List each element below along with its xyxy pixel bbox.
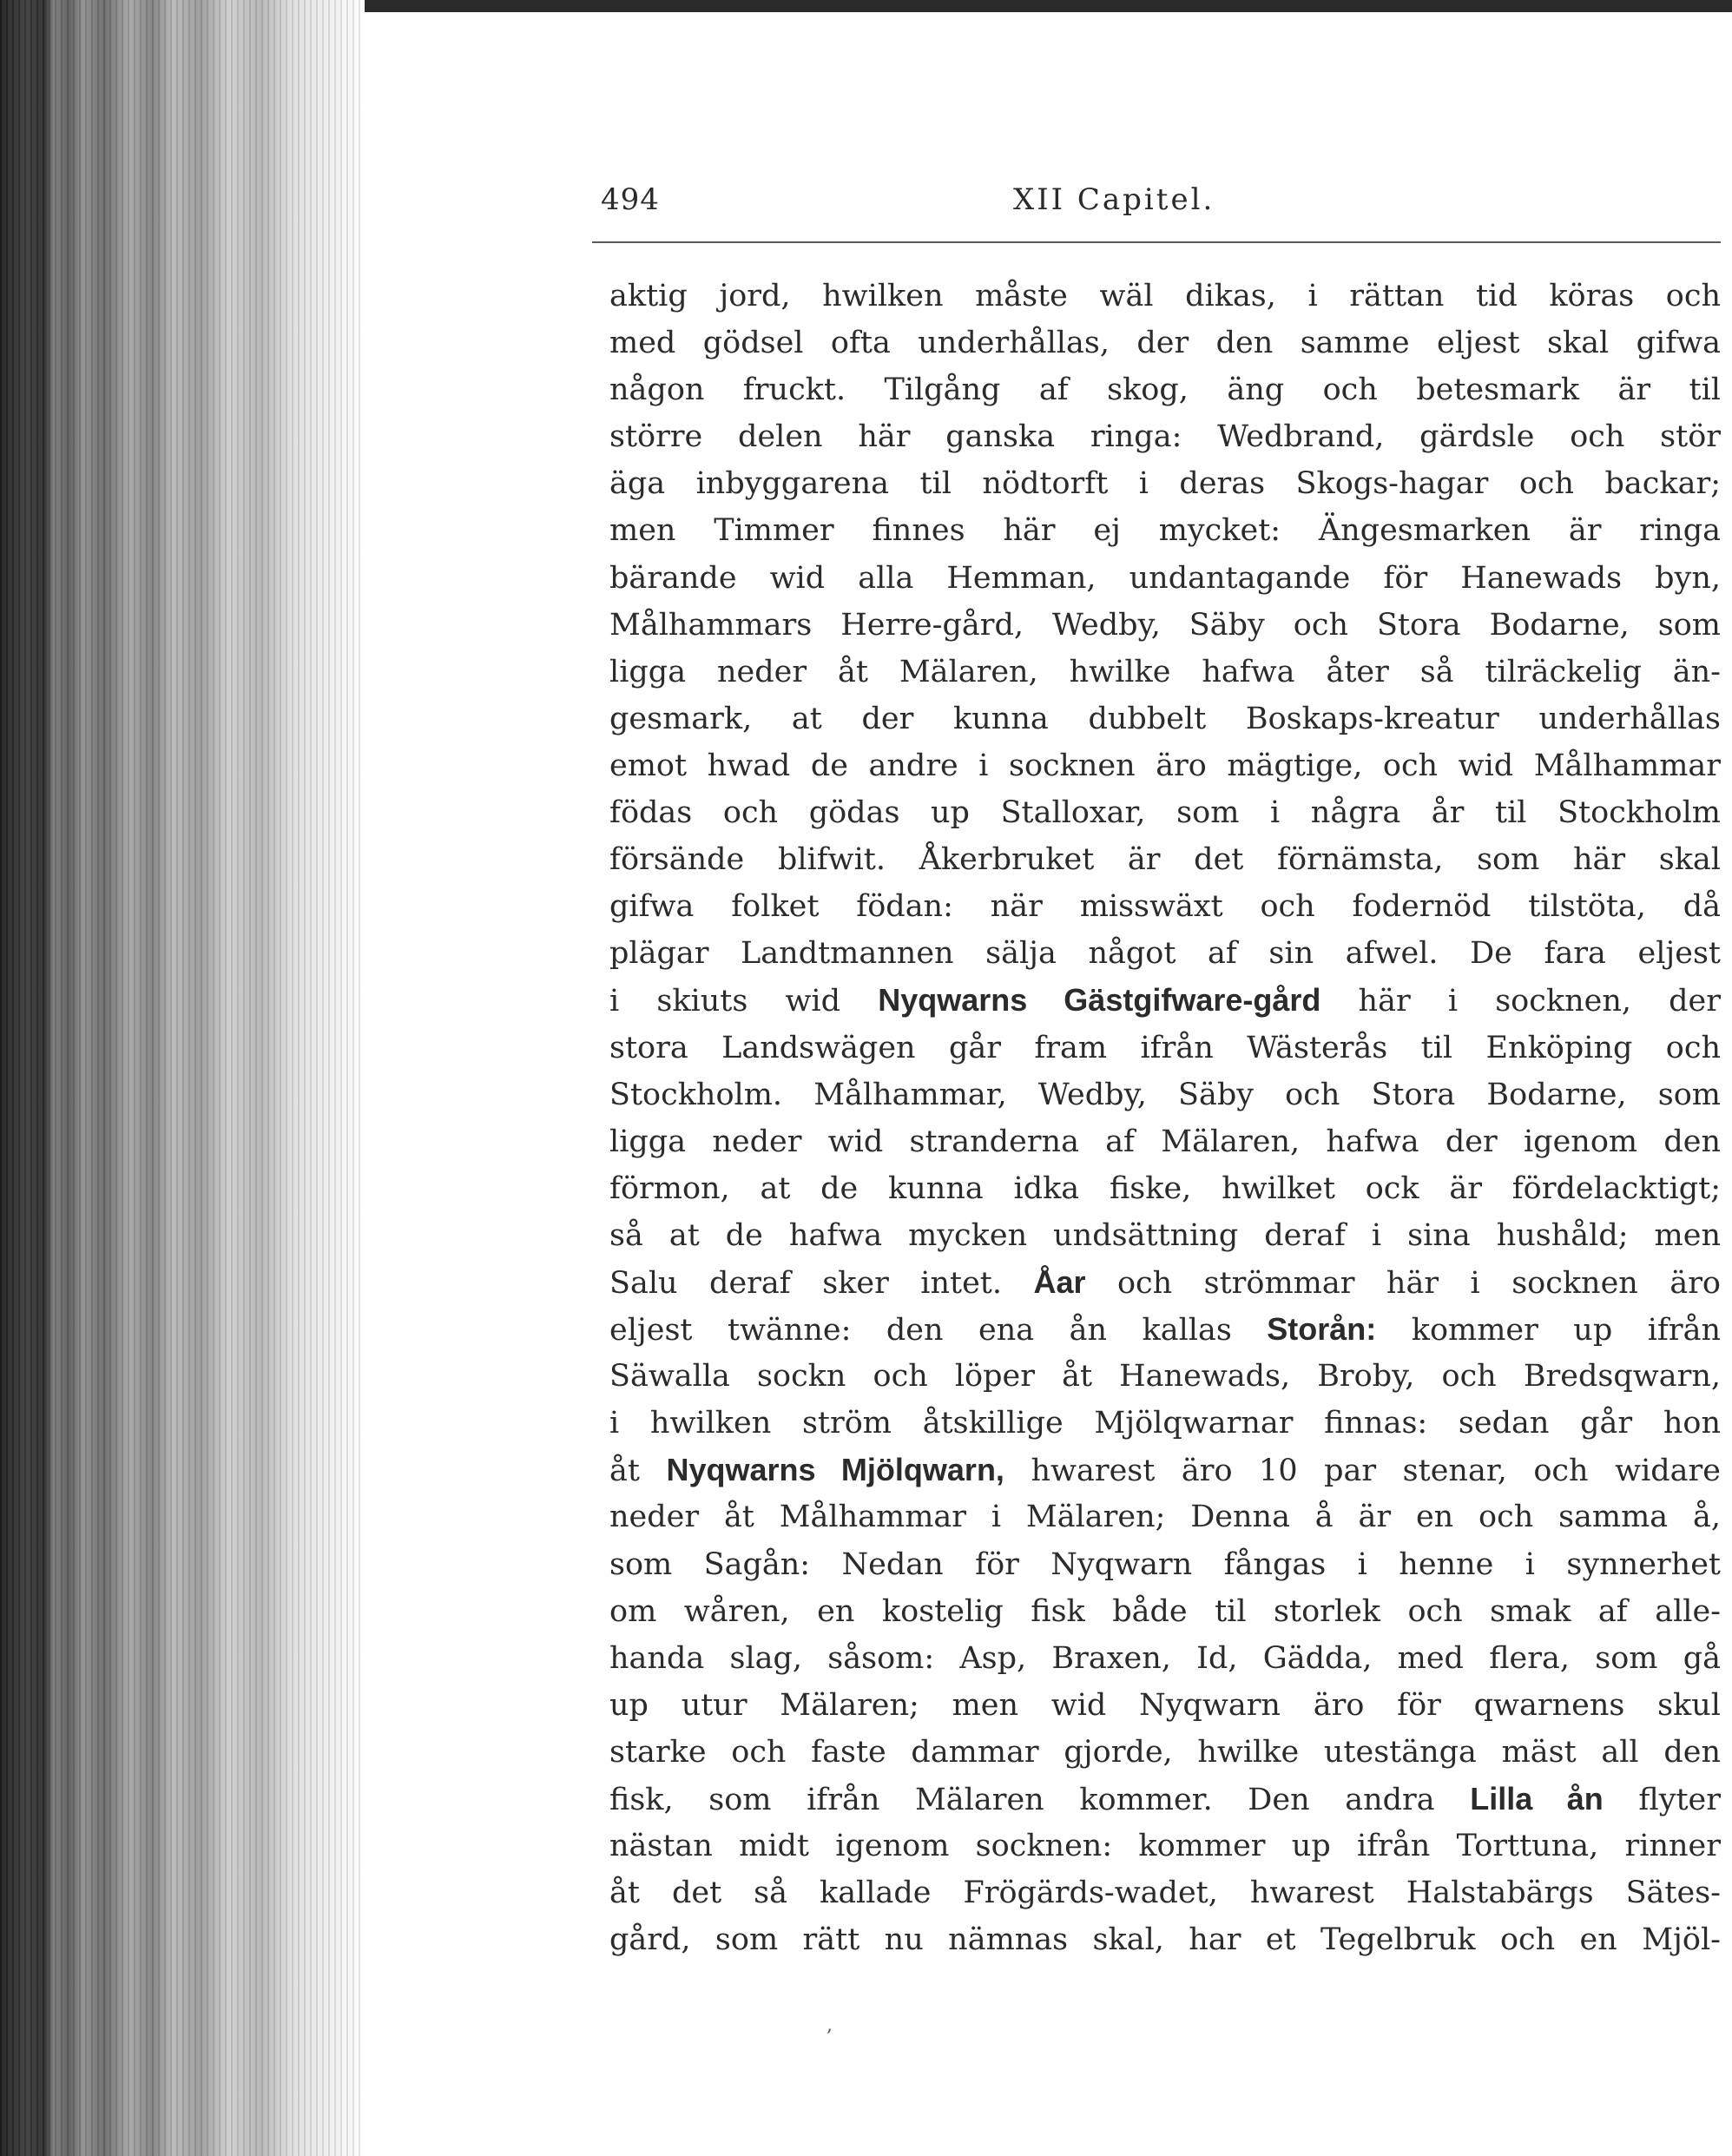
- text-run: ligga neder åt Mälaren, hwilke hafwa åter så tilräckelig än-: [609, 654, 1721, 689]
- emphasized-name: Lilla ån: [1470, 1781, 1604, 1816]
- emphasized-name: Åar: [1033, 1263, 1086, 1300]
- text-line: [609, 1823, 1721, 1869]
- text-line: [609, 696, 1721, 742]
- text-line: [609, 1353, 1721, 1400]
- running-head: [601, 182, 1721, 234]
- text-run: i skiuts wid: [609, 984, 879, 1019]
- text-run: handa slag, såsom: Asp, Braxen, Id, Gädda, med flera, som gå: [609, 1640, 1721, 1676]
- text-line: [609, 1869, 1721, 1916]
- text-run: som Sagån: Nedan för Nyqwarn fångas i henne i synnerhet: [609, 1546, 1721, 1582]
- emphasized-name: Storån:: [1267, 1311, 1377, 1348]
- text-run: här i socknen, der: [1320, 984, 1721, 1019]
- text-run: ligga neder wid stranderna af Mälaren, hafwa der igenom den: [609, 1124, 1721, 1159]
- text-line: [609, 1025, 1721, 1071]
- text-run: större delen här ganska ringa: Wedbrand, gärdsle och stör: [609, 419, 1721, 455]
- text-line: [609, 1729, 1721, 1776]
- text-line: [609, 1493, 1721, 1540]
- text-run: neder åt Målhammar i Mälaren; Denna å är en och samma å,: [609, 1500, 1721, 1535]
- text-line: [609, 836, 1721, 883]
- text-run: flyter: [1603, 1783, 1721, 1817]
- text-line: [609, 1916, 1721, 1963]
- text-line: [609, 273, 1721, 320]
- text-line: [609, 1071, 1721, 1118]
- text-line: [609, 320, 1721, 366]
- text-run: starke och faste dammar gjorde, hwilke utestänga mäst all den: [609, 1734, 1721, 1770]
- text-run: hwarest äro 10 par stenar, och widare: [1004, 1454, 1721, 1489]
- text-run: om wåren, en kostelig fisk både til storlek och smak af alle-: [609, 1593, 1721, 1629]
- text-run: någon fruckt. Tilgång af skog, äng och betesmark är til: [609, 373, 1721, 408]
- book-page-stack-edge: [0, 0, 365, 2156]
- chapter-title: XII Capitel.: [1013, 182, 1215, 217]
- text-line: [609, 507, 1721, 554]
- text-run: fisk, som ifrån Mälaren kommer. Den andra: [609, 1783, 1471, 1817]
- text-run: födas och gödas up Stalloxar, som i några år til Stockholm: [609, 795, 1721, 831]
- text-run: i hwilken ström åtskillige Mjölqwarnar finnas: sedan går hon: [609, 1406, 1721, 1441]
- text-run: åt: [609, 1454, 667, 1489]
- text-run: up utur Mälaren; men wid Nyqwarn äro för qwarnens skul: [609, 1687, 1721, 1723]
- text-run: äga inbyggarena til nödtorft i deras Skogs-hagar och backar;: [609, 466, 1721, 502]
- text-line: [609, 1165, 1721, 1212]
- text-line: [609, 742, 1721, 789]
- text-run: Målhammars Herre-gård, Wedby, Säby och Stora Bodarne, som: [609, 607, 1721, 643]
- text-line: [609, 1118, 1721, 1165]
- text-run: aktig jord, hwilken måste wäl dikas, i rättan tid köras och: [609, 279, 1721, 313]
- text-run: med gödsel ofta underhållas, der den samme eljest skal gifwa: [609, 326, 1721, 361]
- text-run: förmon, at de kunna idka fiske, hwilket ock är fördelacktigt;: [609, 1170, 1721, 1206]
- text-line: [609, 1212, 1721, 1259]
- text-line: [609, 1541, 1721, 1588]
- text-line: [609, 366, 1721, 413]
- text-run: gesmark, at der kunna dubbelt Boskaps-kreatur underhållas: [609, 701, 1721, 736]
- text-run: stora Landswägen går fram ifrån Wästerås til Enköping och: [609, 1030, 1721, 1065]
- text-line: [609, 413, 1721, 460]
- text-line: [609, 930, 1721, 977]
- text-run: gifwa folket födan: när misswäxt och fodernöd tilstöta, då: [609, 889, 1721, 925]
- text-line: [609, 1447, 1721, 1493]
- text-run: gård, som rätt nu nämnas skal, har et Tegelbruk och en Mjöl-: [609, 1922, 1721, 1958]
- text-run: Salu deraf sker intet.: [609, 1265, 1034, 1301]
- body-text: [609, 273, 1721, 1963]
- text-run: åt det så kallade Frögärds-wadet, hwarest Halstabärgs Sätes-: [609, 1876, 1721, 1911]
- text-run: bärande wid alla Hemman, undantagande för Hanewads byn,: [609, 560, 1721, 596]
- text-run: Stockholm. Målhammar, Wedby, Säby och Stora Bodarne, som: [609, 1077, 1721, 1112]
- text-line: [609, 1682, 1721, 1729]
- text-run: emot hwad de andre i socknen äro mägtige, och wid Målhammar: [609, 748, 1721, 783]
- text-run: kommer up ifrån: [1376, 1313, 1721, 1348]
- text-line: [609, 1635, 1721, 1682]
- text-line: [609, 1400, 1721, 1447]
- stray-mark: ,: [826, 2014, 833, 2036]
- text-line: [609, 1259, 1721, 1306]
- text-run: och strömmar här i socknen äro: [1085, 1265, 1721, 1301]
- emphasized-name: Nyqwarns Gästgifware-gård: [878, 982, 1321, 1019]
- text-run: nästan midt igenom socknen: kommer up ifrån Torttuna, rinner: [609, 1829, 1721, 1864]
- text-run: plägar Landtmannen sälja något af sin afwel. De fara eljest: [609, 936, 1721, 972]
- text-line: [609, 883, 1721, 930]
- page-number: 494: [601, 182, 660, 217]
- text-line: [609, 789, 1721, 836]
- text-line: [609, 977, 1721, 1024]
- page: [365, 12, 1732, 2156]
- emphasized-name: Nyqwarns Mjölqwarn,: [666, 1452, 1004, 1488]
- text-run: försände blifwit. Åkerbruket är det förnämsta, som här skal: [609, 842, 1721, 878]
- header-rule: [592, 241, 1721, 243]
- text-line: [609, 1306, 1721, 1353]
- text-run: så at de hafwa mycken undsättning deraf i sina hushåld; men: [609, 1217, 1721, 1253]
- text-line: [609, 649, 1721, 696]
- text-run: Säwalla sockn och löper åt Hanewads, Broby, och Bredsqwarn,: [609, 1359, 1721, 1394]
- text-run: men Timmer finnes här ej mycket: Ängesmarken är ringa: [609, 513, 1721, 549]
- text-line: [609, 1776, 1721, 1823]
- text-run: eljest twänne: den ena ån kallas: [609, 1313, 1268, 1348]
- text-line: [609, 1588, 1721, 1635]
- text-line: [609, 602, 1721, 649]
- text-line: [609, 460, 1721, 507]
- text-line: [609, 555, 1721, 602]
